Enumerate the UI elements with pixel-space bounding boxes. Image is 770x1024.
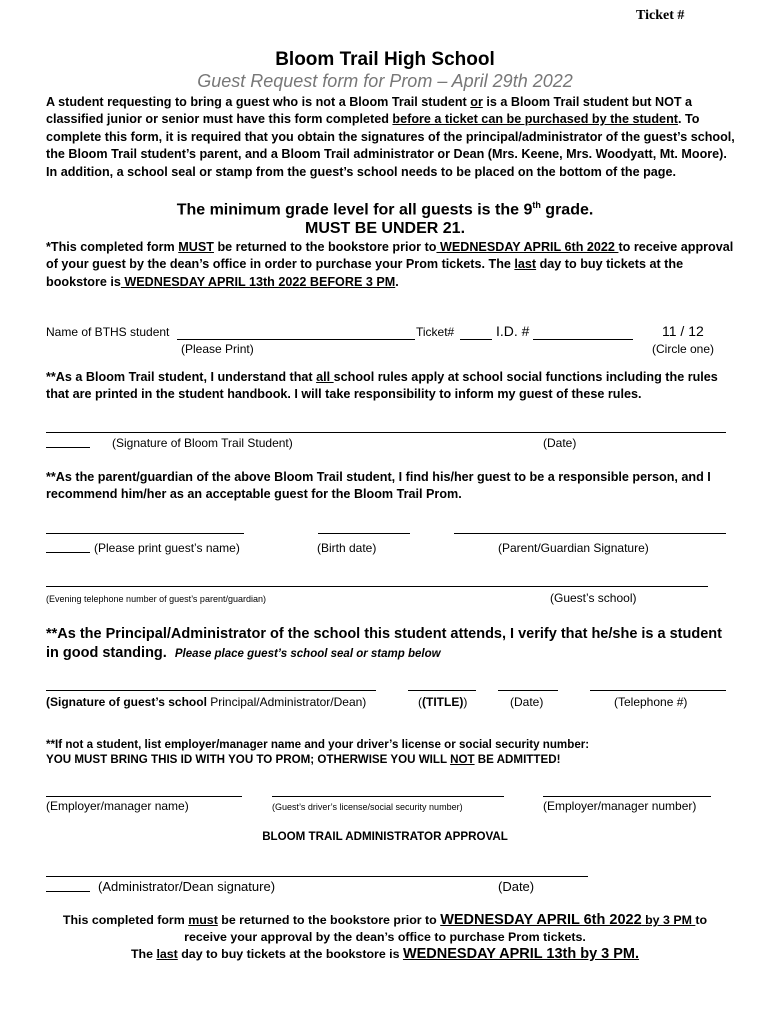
id-warning-post: BE ADMITTED!: [474, 753, 561, 766]
min-grade-text: The minimum grade level for all guests is the 9: [176, 201, 533, 219]
principal-stmt-text: **As the Principal/Administrator of the school this student attends, I verify that he/she is a student in good standing.: [46, 626, 722, 661]
title-label-text: (TITLE): [422, 695, 464, 709]
intro-text-1: A student requesting to bring a guest who is not a Bloom Trail student: [46, 95, 471, 109]
student-stmt-1: **As a Bloom Trail student, I understand that: [46, 370, 317, 384]
principal-date-field[interactable]: [498, 690, 558, 691]
footer-must: must: [188, 913, 218, 927]
principal-signature-label: [46, 695, 366, 709]
parent-signature-label: (Parent/Guardian Signature): [498, 541, 649, 555]
intro-before-ticket: before a ticket can be purchased by the student: [392, 112, 678, 127]
footer-text-2: be returned to the bookstore prior to: [217, 913, 441, 927]
student-ticket-label: Ticket#: [416, 325, 455, 339]
seal-hint: Please place guest’s school seal or stamp below: [174, 648, 441, 660]
student-statement: [46, 369, 736, 404]
student-ticket-field[interactable]: [460, 339, 492, 340]
employer-number-field[interactable]: [543, 796, 711, 797]
student-date-label: (Date): [543, 436, 577, 450]
license-label: (Guest’s driver’s license/social security number): [272, 802, 463, 812]
student-signature-short-line: [46, 447, 90, 448]
notice-must: MUST: [178, 240, 214, 254]
footer-text-4: The: [130, 947, 157, 961]
school-title: Bloom Trail High School: [275, 49, 495, 70]
notice-text-2: be returned to the bookstore prior to: [213, 240, 437, 254]
guest-name-short-line: [46, 552, 90, 553]
min-grade-sup: th: [532, 200, 541, 210]
student-stmt-2: school rules apply at school social functions including the rules that are printed in the student handbook. I will take responsibility to inform my guest of these rules.: [46, 370, 718, 402]
administrator-signature-label: (Administrator/Dean signature): [98, 879, 276, 894]
notice-text-5: .: [395, 274, 399, 289]
principal-phone-label: (Telephone #): [614, 695, 688, 709]
parent-signature-field[interactable]: [454, 533, 726, 534]
guest-name-field[interactable]: [46, 533, 244, 534]
parent-statement: **As the parent/guardian of the above Bloom Trail student, I find his/her guest to be a responsible person, and I recommend him/her as an acceptable guest for the Bloom Trail Prom.: [46, 470, 711, 502]
min-grade-requirement: [0, 200, 770, 219]
principal-title-label: ((TITLE)): [418, 695, 468, 709]
please-print-hint: (Please Print): [181, 342, 254, 356]
student-id-label: I.D. #: [496, 323, 530, 339]
footer-text-5: day to buy tickets at the bookstore is: [177, 947, 403, 961]
notice-date-1: WEDNESDAY APRIL 6th 2022: [436, 240, 619, 254]
circle-one-hint: (Circle one): [652, 342, 715, 356]
principal-statement: [46, 625, 736, 664]
footer-notice: [40, 912, 730, 963]
employer-instructions: **If not a student, list employer/manager name and your driver’s license or social security number:: [46, 738, 590, 751]
id-warning-pre: YOU MUST BRING THIS ID WITH YOU TO PROM; OTHERWISE YOU WILL: [46, 753, 451, 766]
license-number-field[interactable]: [272, 796, 504, 797]
administrator-date-label: (Date): [498, 879, 535, 894]
ticket-number-label: Ticket #: [636, 8, 685, 23]
notice-text-1: *This completed form: [46, 240, 179, 254]
approval-heading: BLOOM TRAIL ADMINISTRATOR APPROVAL: [262, 830, 508, 843]
intro-or: or: [470, 95, 483, 109]
age-requirement: MUST BE UNDER 21.: [304, 220, 466, 237]
footer-date-2: WEDNESDAY APRIL 13th by 3 PM.: [402, 946, 640, 962]
id-warning: [46, 753, 560, 766]
student-signature-field[interactable]: [46, 432, 726, 433]
principal-phone-field[interactable]: [590, 690, 726, 691]
employer-name-field[interactable]: [46, 796, 242, 797]
form-subtitle: Guest Request form for Prom – April 29th 2022: [197, 71, 573, 91]
parent-phone-school-field[interactable]: [46, 586, 708, 587]
footer-text-3: to receive your approval by the dean’s office to purchase Prom tickets.: [184, 913, 708, 944]
student-name-field[interactable]: [177, 339, 415, 340]
employer-name-label: (Employer/manager name): [46, 799, 189, 813]
footer-text-1: This completed form: [62, 913, 189, 927]
administrator-signature-field[interactable]: [46, 876, 588, 877]
student-name-label: Name of BTHS student: [46, 325, 170, 339]
principal-sig-rest: Principal/Administrator/Dean): [206, 695, 367, 709]
id-warning-not: NOT: [450, 753, 475, 766]
footer-by-3pm: by 3 PM: [641, 913, 696, 927]
principal-title-field[interactable]: [408, 690, 476, 691]
parent-phone-label: (Evening telephone number of guest’s parent/guardian): [46, 594, 266, 604]
grade-options[interactable]: 11 / 12: [662, 323, 704, 339]
intro-text-3: . To complete this form, it is required that you obtain the signatures of the principal/administrator of the guest’s school, the Bloom Trail student’s parent, and a Bloom Trail administrator or Dean (Mrs. Keene, Mrs. Woodyatt, Mt. Moore). In addition, a school seal or stamp from the guest’s school needs to be placed on the bottom of the page.: [46, 112, 735, 179]
intro-paragraph: [46, 94, 736, 181]
guest-name-label: (Please print guest’s name): [94, 541, 240, 555]
guest-school-label: (Guest’s school): [550, 591, 637, 605]
notice-text-4: day to buy tickets at the bookstore is: [46, 257, 684, 289]
footer-last: last: [156, 947, 178, 961]
principal-date-label: (Date): [510, 695, 544, 709]
principal-signature-field[interactable]: [46, 690, 376, 691]
return-notice: [46, 239, 736, 291]
notice-date-2: WEDNESDAY APRIL 13th 2022 BEFORE 3 PM: [120, 274, 396, 289]
min-grade-post: grade.: [540, 201, 594, 219]
guest-birth-date-field[interactable]: [318, 533, 410, 534]
intro-text-2: is a Bloom Trail student but NOT a classified junior or senior must have this form completed: [46, 95, 693, 127]
administrator-short-line: [46, 891, 90, 892]
footer-date-1: WEDNESDAY APRIL 6th 2022: [440, 912, 642, 928]
notice-text-3: to receive approval of your guest by the dean’s office in order to purchase your Prom tickets. The: [46, 240, 734, 272]
birth-date-label: (Birth date): [317, 541, 377, 555]
student-stmt-all: all: [316, 370, 334, 384]
student-signature-label: (Signature of Bloom Trail Student): [112, 436, 293, 450]
principal-sig-bold: (Signature of guest’s school: [46, 695, 207, 709]
employer-number-label: (Employer/manager number): [543, 799, 697, 813]
notice-last: last: [514, 257, 537, 272]
student-id-field[interactable]: [533, 339, 633, 340]
